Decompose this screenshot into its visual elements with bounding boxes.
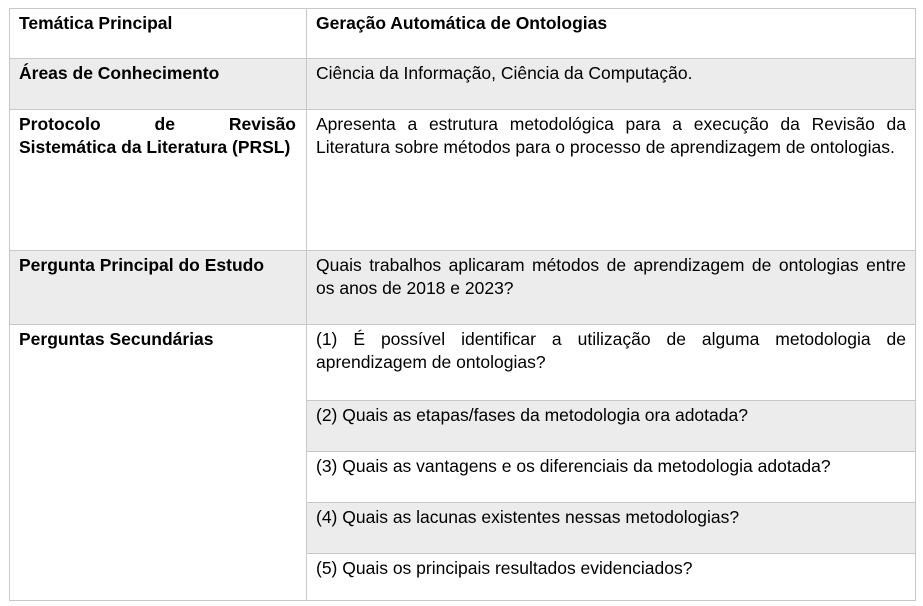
main-question-value: Quais trabalhos aplicaram métodos de aprendizagem de ontologias entre os anos de 2018 e 2023? — [316, 255, 906, 298]
secondary-question-3: (3) Quais as vantagens e os diferenciais da metodologia adotada? — [316, 456, 831, 476]
protocol-table — [9, 8, 916, 601]
table-border-top — [9, 8, 916, 9]
main-question-label: Pergunta Principal do Estudo — [19, 255, 265, 275]
secondary-question-5: (5) Quais os principais resultados evidenciados? — [316, 558, 693, 578]
secondary-question-1: (1) É possível identificar a utilização de alguma metodologia de aprendizagem de ontologias? — [316, 329, 906, 372]
protocol-label: Protocolo de Revisão Sistemática da Literatura (PRSL) — [19, 114, 296, 157]
table-border-right — [915, 8, 916, 601]
areas-label: Áreas de Conhecimento — [19, 63, 220, 83]
row-divider — [306, 451, 916, 452]
row-divider — [9, 109, 916, 110]
secondary-question-4: (4) Quais as lacunas existentes nessas metodologias? — [316, 507, 740, 527]
row-divider — [306, 553, 916, 554]
secondary-label: Perguntas Secundárias — [19, 329, 214, 349]
header-left: Temática Principal — [19, 13, 173, 33]
protocol-value: Apresenta a estrutura metodológica para a execução da Revisão da Literatura sobre métodos para o processo de aprendizagem de ontologias. — [316, 114, 906, 157]
row-divider — [306, 400, 916, 401]
column-divider — [306, 8, 307, 601]
row-divider — [306, 502, 916, 503]
areas-value: Ciência da Informação, Ciência da Computação. — [316, 63, 693, 83]
secondary-question-2: (2) Quais as etapas/fases da metodologia ora adotada? — [316, 405, 748, 425]
table-border-bottom — [9, 600, 916, 601]
row-divider — [9, 58, 916, 59]
header-right: Geração Automática de Ontologias — [316, 13, 608, 33]
row-divider — [9, 250, 916, 251]
table-border-left — [9, 8, 10, 601]
row-divider — [9, 324, 916, 325]
